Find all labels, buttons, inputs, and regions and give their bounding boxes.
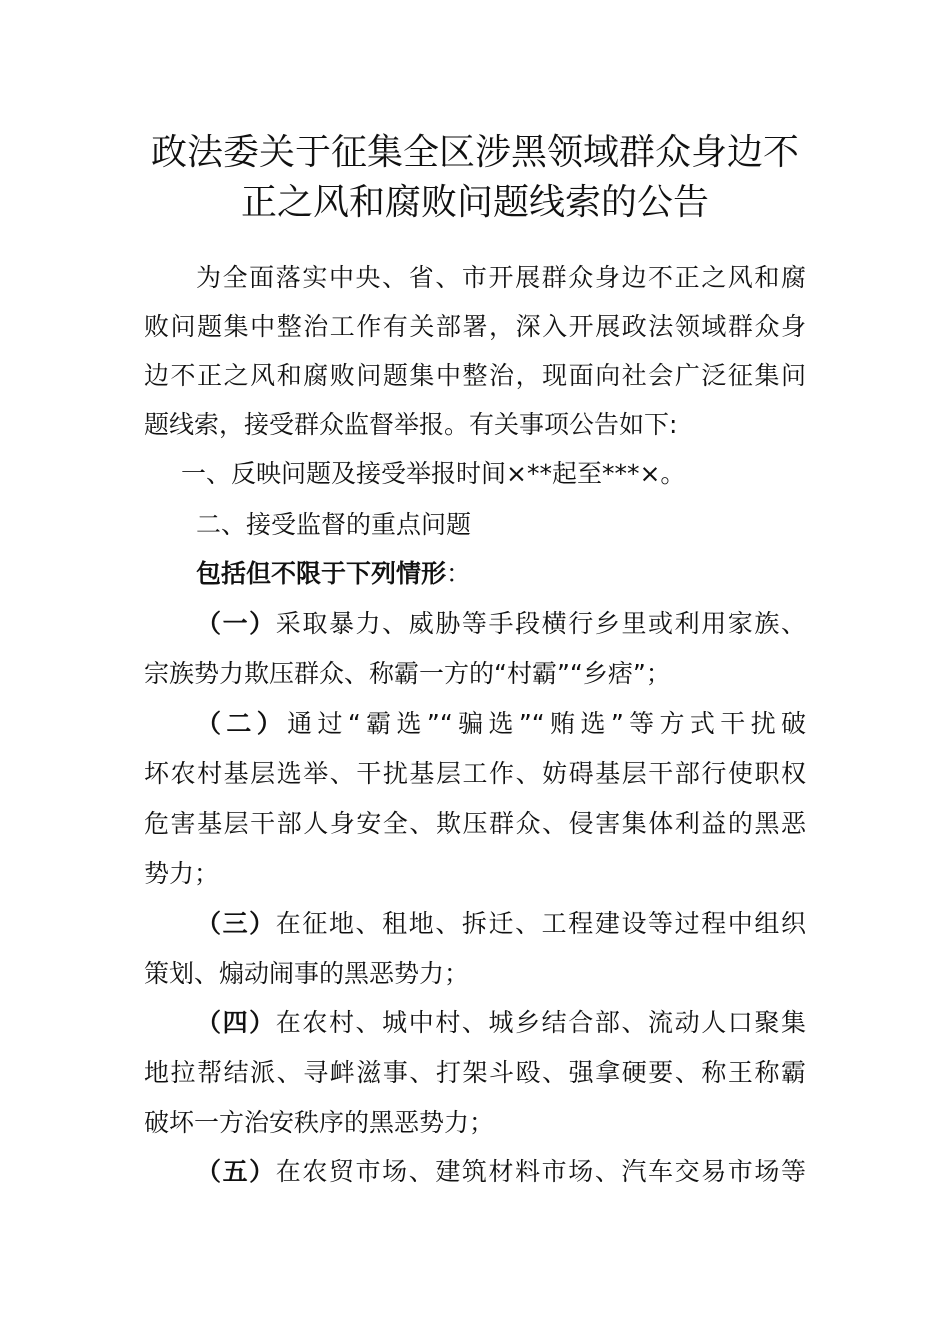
list-item-marker: （四） xyxy=(196,1008,276,1037)
list-item-marker: （二） xyxy=(196,709,288,738)
list-item-text: 通过“霸选”“骗选”“贿选”等方式干扰破 xyxy=(287,709,806,738)
list-item-line: 破坏一方治安秩序的黑恶势力； xyxy=(144,1108,495,1137)
list-item-marker: （一） xyxy=(196,609,276,638)
intro-line: 败问题集中整治工作有关部署，深入开展政法领域群众身 xyxy=(144,312,806,341)
list-item-first-line xyxy=(196,606,806,642)
list-item-marker: （三） xyxy=(196,909,276,938)
scope-bold: 包括但不限于下列情形 xyxy=(196,559,447,588)
list-item-line: 坏农村基层选举、干扰基层工作、妨碍基层干部行使职权 xyxy=(144,759,806,788)
list-item-line: 势力； xyxy=(144,859,220,888)
list-item-first-line xyxy=(196,1154,806,1190)
list-item-line: 地拉帮结派、寻衅滋事、打架斗殴、强拿硬要、称王称霸 xyxy=(144,1058,806,1087)
scope-line xyxy=(196,556,471,592)
document-title-line-1: 政法委关于征集全区涉黑领域群众身边不 xyxy=(150,132,799,173)
intro-line: 边不正之风和腐败问题集中整治，现面向社会广泛征集问 xyxy=(144,361,806,390)
list-item-first-line xyxy=(196,1005,806,1041)
list-item-text: 采取暴力、威胁等手段横行乡里或利用家族、 xyxy=(275,609,806,638)
intro-line: 题线索，接受群众监督举报。有关事项公告如下: xyxy=(144,410,678,439)
list-item-text: 在农贸市场、建筑材料市场、汽车交易市场等 xyxy=(275,1157,806,1186)
list-item-line: 策划、煽动闹事的黑恶势力； xyxy=(144,959,470,988)
scope-colon: ： xyxy=(446,559,472,588)
list-item-line: 危害基层干部人身安全、欺压群众、侵害集体利益的黑恶 xyxy=(144,809,806,838)
list-item-text: 在农村、城中村、城乡结合部、流动人口聚集 xyxy=(275,1008,806,1037)
section-heading-2: 二、接受监督的重点问题 xyxy=(196,510,472,539)
document-title-line-2: 正之风和腐败问题线索的公告 xyxy=(240,182,709,223)
list-item-marker: （五） xyxy=(196,1157,276,1186)
list-item-line: 宗族势力欺压群众、称霸一方的“村霸”“乡痞”； xyxy=(144,659,671,688)
list-item-text: 在征地、租地、拆迁、工程建设等过程中组织 xyxy=(275,909,806,938)
section-heading-1: 一、反映问题及接受举报时间×**起至***×。 xyxy=(181,459,686,488)
list-item-first-line xyxy=(196,706,806,742)
list-item-first-line xyxy=(196,906,806,942)
intro-line: 为全面落实中央、省、市开展群众身边不正之风和腐 xyxy=(196,263,806,292)
